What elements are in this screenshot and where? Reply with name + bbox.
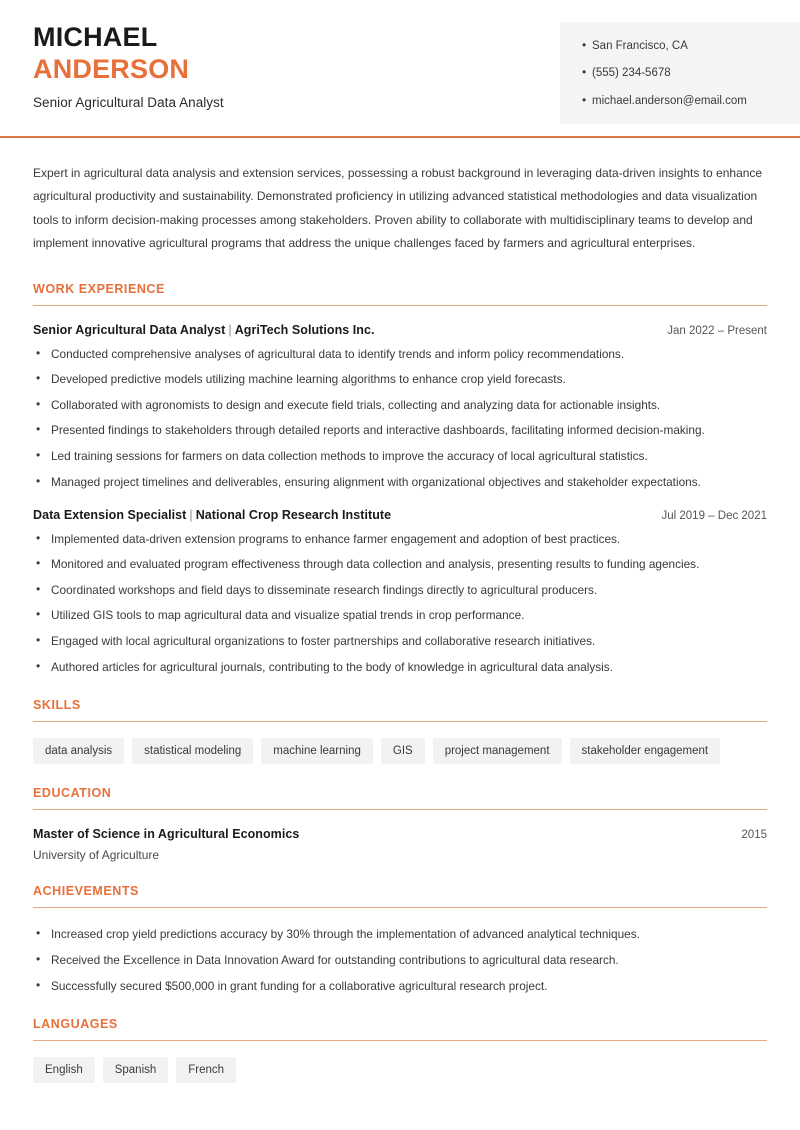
bullet-item: • Conducted comprehensive analyses of agricultural data to identify trends and inform policy recommendations.: [33, 346, 767, 363]
section-education: [33, 786, 767, 862]
skills-chip-list: [33, 738, 767, 765]
bullet-item: • Managed project timelines and deliverables, ensuring alignment with organizational objectives and stakeholder expectations.: [33, 474, 767, 491]
skill-chip: statistical modeling: [132, 738, 253, 765]
contact-location: • San Francisco, CA: [560, 39, 800, 53]
section-skills: [33, 698, 767, 765]
education-degree: Master of Science in Agricultural Economics: [33, 827, 300, 842]
work-entry-title: [33, 508, 391, 522]
bullet-item: • Led training sessions for farmers on data collection methods to improve the accuracy of local agricultural statistics.: [33, 448, 767, 465]
section-achievements: [33, 884, 767, 994]
language-chip: French: [176, 1057, 236, 1084]
section-title-work-experience: WORK EXPERIENCE: [33, 281, 165, 296]
contact-phone: • (555) 234-5678: [560, 66, 800, 80]
header-identity: [0, 0, 224, 110]
section-title-languages: LANGUAGES: [33, 1016, 118, 1031]
section-divider: [33, 1040, 767, 1041]
work-entry-role: Senior Agricultural Data Analyst: [33, 322, 226, 337]
title-separator: |: [189, 507, 193, 522]
education-entry: [33, 827, 767, 862]
resume-header: [0, 0, 800, 137]
section-divider: [33, 907, 767, 908]
header-divider: [0, 136, 800, 138]
work-entry-header: [33, 508, 767, 522]
achievement-item: • Received the Excellence in Data Innovation Award for outstanding contributions to agricultural data research.: [33, 952, 767, 969]
work-entry-company: AgriTech Solutions Inc.: [234, 322, 375, 337]
section-languages: [33, 1017, 767, 1084]
section-title-skills: SKILLS: [33, 697, 81, 712]
skill-chip: project management: [433, 738, 562, 765]
language-chip: English: [33, 1057, 95, 1084]
bullet-item: • Engaged with local agricultural organizations to foster partnerships and collaborative research initiatives.: [33, 633, 767, 650]
skill-chip: GIS: [381, 738, 425, 765]
work-entry: [33, 508, 767, 676]
bullet-item: • Authored articles for agricultural journals, contributing to the body of knowledge in agricultural data analysis.: [33, 659, 767, 676]
skill-chip: stakeholder engagement: [570, 738, 721, 765]
education-institution: University of Agriculture: [33, 848, 160, 863]
work-entry: [33, 323, 767, 491]
contact-email: • michael.anderson@email.com: [560, 94, 800, 108]
bullet-item: • Monitored and evaluated program effectiveness through data collection and analysis, presenting results to funding agencies.: [33, 556, 767, 573]
section-title-achievements: ACHIEVEMENTS: [33, 884, 139, 899]
achievement-item: • Increased crop yield predictions accuracy by 30% through the implementation of advanced analytical techniques.: [33, 926, 767, 943]
section-work-experience: [33, 282, 767, 676]
bullet-item: • Collaborated with agronomists to design and execute field trials, collecting and analyzing data for actionable insights.: [33, 397, 767, 414]
section-divider: [33, 809, 767, 810]
contact-panel: [560, 22, 800, 124]
achievement-item: • Successfully secured $500,000 in grant funding for a collaborative agricultural research project.: [33, 978, 767, 995]
section-divider: [33, 305, 767, 306]
section-divider: [33, 721, 767, 722]
bullet-item: • Presented findings to stakeholders through detailed reports and interactive dashboards, facilitating informed decision-making.: [33, 422, 767, 439]
professional-summary: Expert in agricultural data analysis and extension services, possessing a robust background in leveraging data-driven insights to enhance agricultural productivity and sustainability. Demonstrated proficiency in utilizing advanced statistical methodologies and data visualization tools to inform decision-making processes among stakeholders. Proven ability to collaborate with multidisciplinary teams to develop and implement innovative agricultural programs that address the unique challenges faced by farmers and agricultural enterprises.: [33, 166, 763, 251]
work-entry-role: Data Extension Specialist: [33, 507, 187, 522]
title-separator: |: [228, 322, 232, 337]
work-entry-date: Jul 2019 – Dec 2021: [661, 509, 767, 522]
resume-body: [0, 137, 800, 1083]
education-entry-header: [33, 827, 767, 841]
work-entry-bullets: [33, 346, 767, 491]
skill-chip: data analysis: [33, 738, 124, 765]
professional-tagline: Senior Agricultural Data Analyst: [33, 94, 224, 110]
language-chip: Spanish: [103, 1057, 169, 1084]
bullet-item: • Coordinated workshops and field days to disseminate research findings directly to agricultural producers.: [33, 582, 767, 599]
work-entry-header: [33, 323, 767, 337]
achievements-list: [33, 926, 767, 994]
languages-chip-list: [33, 1057, 767, 1084]
work-entry-company: National Crop Research Institute: [195, 507, 392, 522]
bullet-item: • Utilized GIS tools to map agricultural data and visualize spatial trends in crop performance.: [33, 607, 767, 624]
bullet-item: • Developed predictive models utilizing machine learning algorithms to enhance crop yield forecasts.: [33, 371, 767, 388]
work-entry-bullets: [33, 531, 767, 676]
education-date: 2015: [741, 829, 767, 842]
skill-chip: machine learning: [261, 738, 373, 765]
first-name: MICHAEL: [33, 22, 158, 52]
last-name: ANDERSON: [33, 53, 190, 84]
bullet-item: • Implemented data-driven extension programs to enhance farmer engagement and adoption of best practices.: [33, 531, 767, 548]
work-entry-title: [33, 323, 375, 337]
work-entry-date: Jan 2022 – Present: [667, 324, 767, 337]
section-title-education: EDUCATION: [33, 786, 112, 801]
